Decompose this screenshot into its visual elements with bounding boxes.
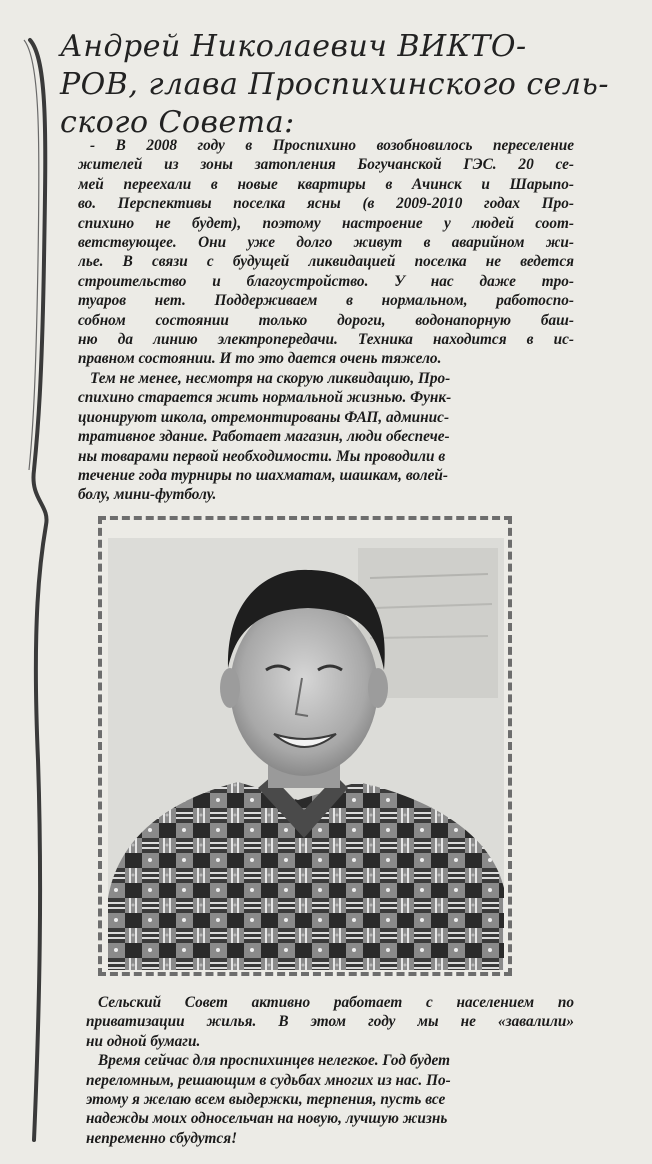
paragraph-resettlement (78, 136, 574, 369)
text-line: Время сейчас для проспихинцев нелегкое. Год будет (98, 1052, 450, 1070)
text-line: собном состоянии только дороги, водонапорную баш- (78, 311, 574, 329)
article-text-top (78, 136, 574, 505)
photo-frame (98, 516, 512, 976)
text-line: туаров нет. Поддерживаем в нормальном, работоспо- (78, 292, 574, 310)
text-line: надежды моих односельчан на новую, лучшую жизнь (86, 1110, 448, 1128)
decorative-curve (0, 0, 80, 1164)
article-text-bottom (86, 993, 574, 1148)
text-line: непременно сбудутся! (86, 1129, 238, 1147)
heading-line: Андрей Николаевич ВИКТО- (60, 29, 527, 64)
text-line: спихино не будет), поэтому настроение у людей соот- (78, 214, 574, 232)
text-line: Сельский Совет активно работает с населением по (98, 994, 574, 1011)
article-heading (60, 28, 609, 142)
text-line: переломным, решающим в судьбах многих из нас. По- (86, 1071, 451, 1089)
text-line: течение года турниры по шахматам, шашкам, волей- (78, 466, 448, 484)
paragraph-village-life (78, 369, 574, 505)
text-line: правном состоянии. И то это дается очень тяжело. (78, 350, 442, 368)
text-line: жителей из зоны затопления Богучанской ГЭС. 20 се- (78, 156, 574, 174)
text-line: ни одной бумаги. (86, 1032, 201, 1050)
text-line: ны товарами первой необходимости. Мы проводили в (78, 447, 446, 465)
text-line: спихино старается жить нормальной жизнью. Функ- (78, 389, 452, 407)
text-line: во. Перспективы поселка ясны (в 2009-2010 годах Про- (78, 195, 574, 213)
text-line: мей переехали в новые квартиры в Ачинск и Шарыпо- (78, 175, 574, 193)
text-line: строительство и благоустройство. У нас даже тро- (78, 272, 574, 290)
portrait-photo (108, 538, 504, 970)
text-line: - В 2008 году в Проспихино возобновилось переселение (90, 137, 574, 154)
text-line: ционируют школа, отремонтированы ФАП, админис- (78, 408, 450, 426)
paragraph-wishes (86, 1051, 574, 1148)
paragraph-privatization (86, 993, 574, 1051)
text-line: приватизации жилья. В этом году мы не «завалили» (86, 1013, 574, 1031)
heading-line: ского Совета: (60, 105, 295, 140)
heading-line: РОВ, глава Проспихинского сель- (60, 67, 609, 102)
text-line: болу, мини-футболу. (78, 486, 217, 504)
text-line: ню да линию электропередачи. Техника находится в ис- (78, 331, 574, 349)
text-line: Тем не менее, несмотря на скорую ликвидацию, Про- (90, 369, 451, 387)
text-line: тративное здание. Работает магазин, люди обеспече- (78, 428, 450, 446)
text-line: этому я желаю всем выдержки, терпения, пусть все (86, 1091, 446, 1109)
text-line: лье. В связи с будущей ликвидацией поселка не ведется (78, 253, 574, 271)
text-line: ветствующее. Они уже долго живут в аварийном жи- (78, 234, 574, 252)
